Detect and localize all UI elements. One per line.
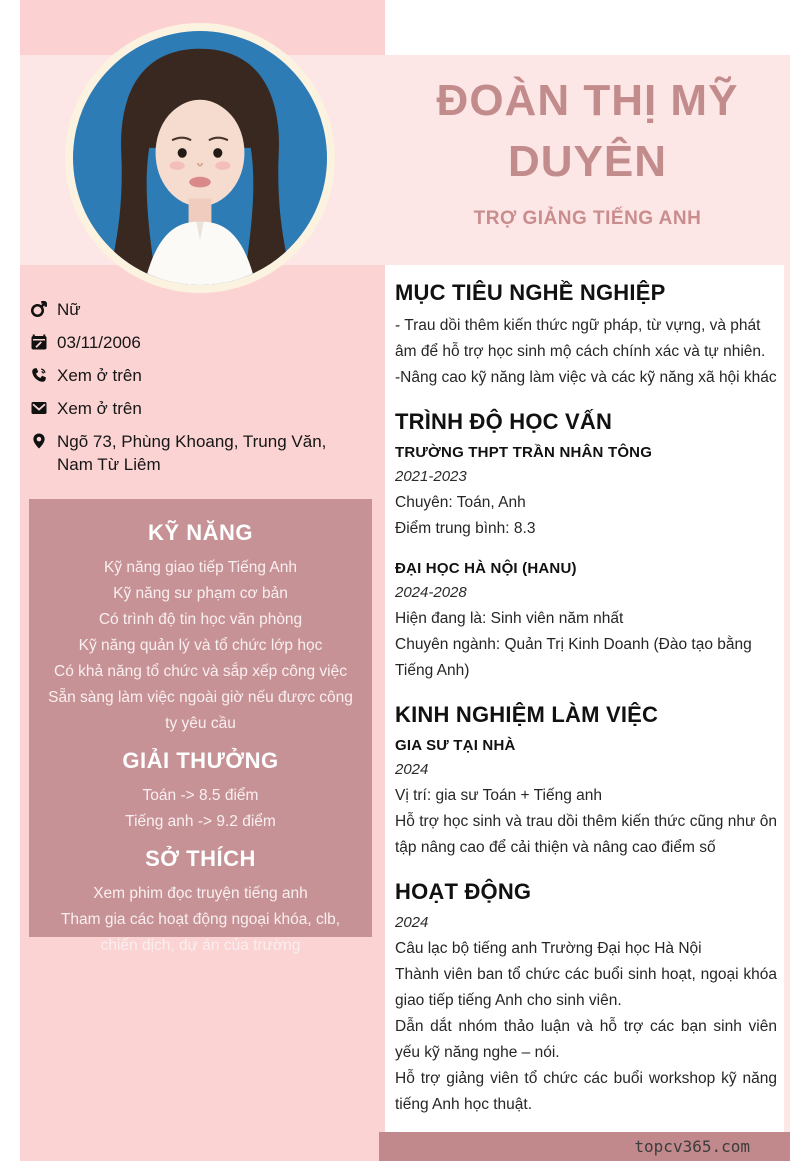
education-school: TRƯỜNG THPT TRẦN NHÂN TÔNG bbox=[395, 444, 653, 461]
calendar-icon bbox=[30, 333, 48, 351]
activity-detail: Hỗ trợ giảng viên tổ chức các buổi workshop kỹ năng tiếng Anh học thuật. bbox=[395, 1070, 777, 1113]
skills-heading: KỸ NĂNG bbox=[148, 520, 253, 545]
activities-years: 2024 bbox=[395, 914, 429, 931]
skill-item: Kỹ năng giao tiếp Tiếng Anh bbox=[103, 559, 298, 576]
experience-years: 2024 bbox=[395, 761, 429, 778]
profile-photo bbox=[73, 31, 327, 285]
activity-detail: Thành viên ban tổ chức các buổi sinh hoạt, ngoại khóa giao tiếp tiếng Anh cho sinh viên. bbox=[395, 966, 777, 1009]
objective-line: - Trau dồi thêm kiến thức ngữ pháp, từ vựng, và phát âm để hỗ trợ học sinh mộ cách chính xác và tự nhiên. bbox=[395, 317, 766, 360]
hobbies-heading: SỞ THÍCH bbox=[145, 846, 256, 871]
contact-row-address bbox=[30, 430, 366, 476]
contact-email-value: Xem ở trên bbox=[57, 399, 142, 418]
skill-item: Kỹ năng quản lý và tổ chức lớp học bbox=[78, 637, 323, 654]
activity-detail: Câu lạc bộ tiếng anh Trường Đại học Hà Nội bbox=[395, 940, 702, 957]
contact-row-email bbox=[30, 397, 366, 420]
main-content bbox=[395, 265, 777, 1118]
contact-phone-value: Xem ở trên bbox=[57, 366, 142, 385]
contact-row-phone bbox=[30, 364, 366, 387]
education-school: ĐẠI HỌC HÀ NỘI (HANU) bbox=[395, 560, 577, 577]
contact-birthdate-value: 03/11/2006 bbox=[57, 333, 141, 352]
email-icon bbox=[30, 399, 48, 417]
award-item: Toán -> 8.5 điểm bbox=[142, 787, 259, 804]
footer-brand: topcv365.com bbox=[634, 1137, 750, 1156]
education-detail: Hiện đang là: Sinh viên năm nhất bbox=[395, 610, 624, 627]
education-detail: Điểm trung bình: 8.3 bbox=[395, 520, 536, 537]
footer-bar bbox=[379, 1132, 790, 1161]
contact-row-birthdate bbox=[30, 331, 366, 354]
award-item: Tiếng anh -> 9.2 điểm bbox=[125, 813, 276, 830]
experience-detail: Vị trí: gia sư Toán + Tiếng anh bbox=[395, 787, 602, 804]
top-right-white-band bbox=[385, 0, 790, 55]
skill-item: Sẵn sàng làm việc ngoài giờ nếu được công ty yêu cầu bbox=[48, 689, 353, 732]
awards-heading: GIẢI THƯỞNG bbox=[122, 748, 279, 773]
skill-item: Có khả năng tổ chức và sắp xếp công việc bbox=[54, 663, 347, 680]
experience-detail: Hỗ trợ học sinh và trau dồi thêm kiến thức cũng như ôn tập nâng cao để cải thiện và nâng cao điểm số bbox=[395, 813, 777, 856]
education-detail: Chuyên: Toán, Anh bbox=[395, 494, 526, 511]
education-heading: TRÌNH ĐỘ HỌC VẤN bbox=[395, 409, 613, 434]
activity-detail: Dẫn dắt nhóm thảo luận và hỗ trợ các bạn sinh viên yếu kỹ năng nghe – nói. bbox=[395, 1018, 777, 1061]
contact-info-list bbox=[30, 298, 366, 486]
experience-heading: KINH NGHIỆM LÀM VIỆC bbox=[395, 702, 659, 727]
contact-row-gender bbox=[30, 298, 366, 321]
candidate-name: ĐOÀN THỊ MỸ DUYÊN bbox=[436, 76, 739, 186]
objective-heading: MỤC TIÊU NGHỀ NGHIỆP bbox=[395, 280, 666, 305]
phone-icon bbox=[30, 366, 48, 384]
contact-address-value: Ngõ 73, Phùng Khoang, Trung Văn, Nam Từ Liêm bbox=[57, 432, 327, 474]
gender-icon bbox=[30, 300, 48, 318]
skill-item: Kỹ năng sư phạm cơ bản bbox=[113, 585, 288, 602]
candidate-job-title: TRỢ GIẢNG TIẾNG ANH bbox=[473, 208, 702, 229]
contact-gender-value: Nữ bbox=[57, 300, 81, 319]
sidebar-rose-panel bbox=[29, 499, 372, 954]
hobby-item: Tham gia các hoạt động ngoại khóa, clb, chiến dịch, dự án của trường bbox=[60, 911, 341, 954]
skill-item: Có trình độ tin học văn phòng bbox=[98, 611, 303, 628]
objective-line: -Nâng cao kỹ năng làm việc và các kỹ năng xã hội khác bbox=[395, 369, 777, 386]
location-icon bbox=[30, 432, 48, 450]
profile-photo-ring bbox=[65, 23, 335, 293]
education-years: 2021-2023 bbox=[395, 468, 467, 485]
activities-heading: HOẠT ĐỘNG bbox=[395, 879, 532, 904]
education-years: 2024-2028 bbox=[395, 584, 467, 601]
experience-org: GIA SƯ TẠI NHÀ bbox=[395, 737, 516, 754]
education-detail: Chuyên ngành: Quản Trị Kinh Doanh (Đào tạo bằng Tiếng Anh) bbox=[395, 636, 752, 679]
hobby-item: Xem phim đọc truyện tiếng anh bbox=[93, 885, 308, 902]
